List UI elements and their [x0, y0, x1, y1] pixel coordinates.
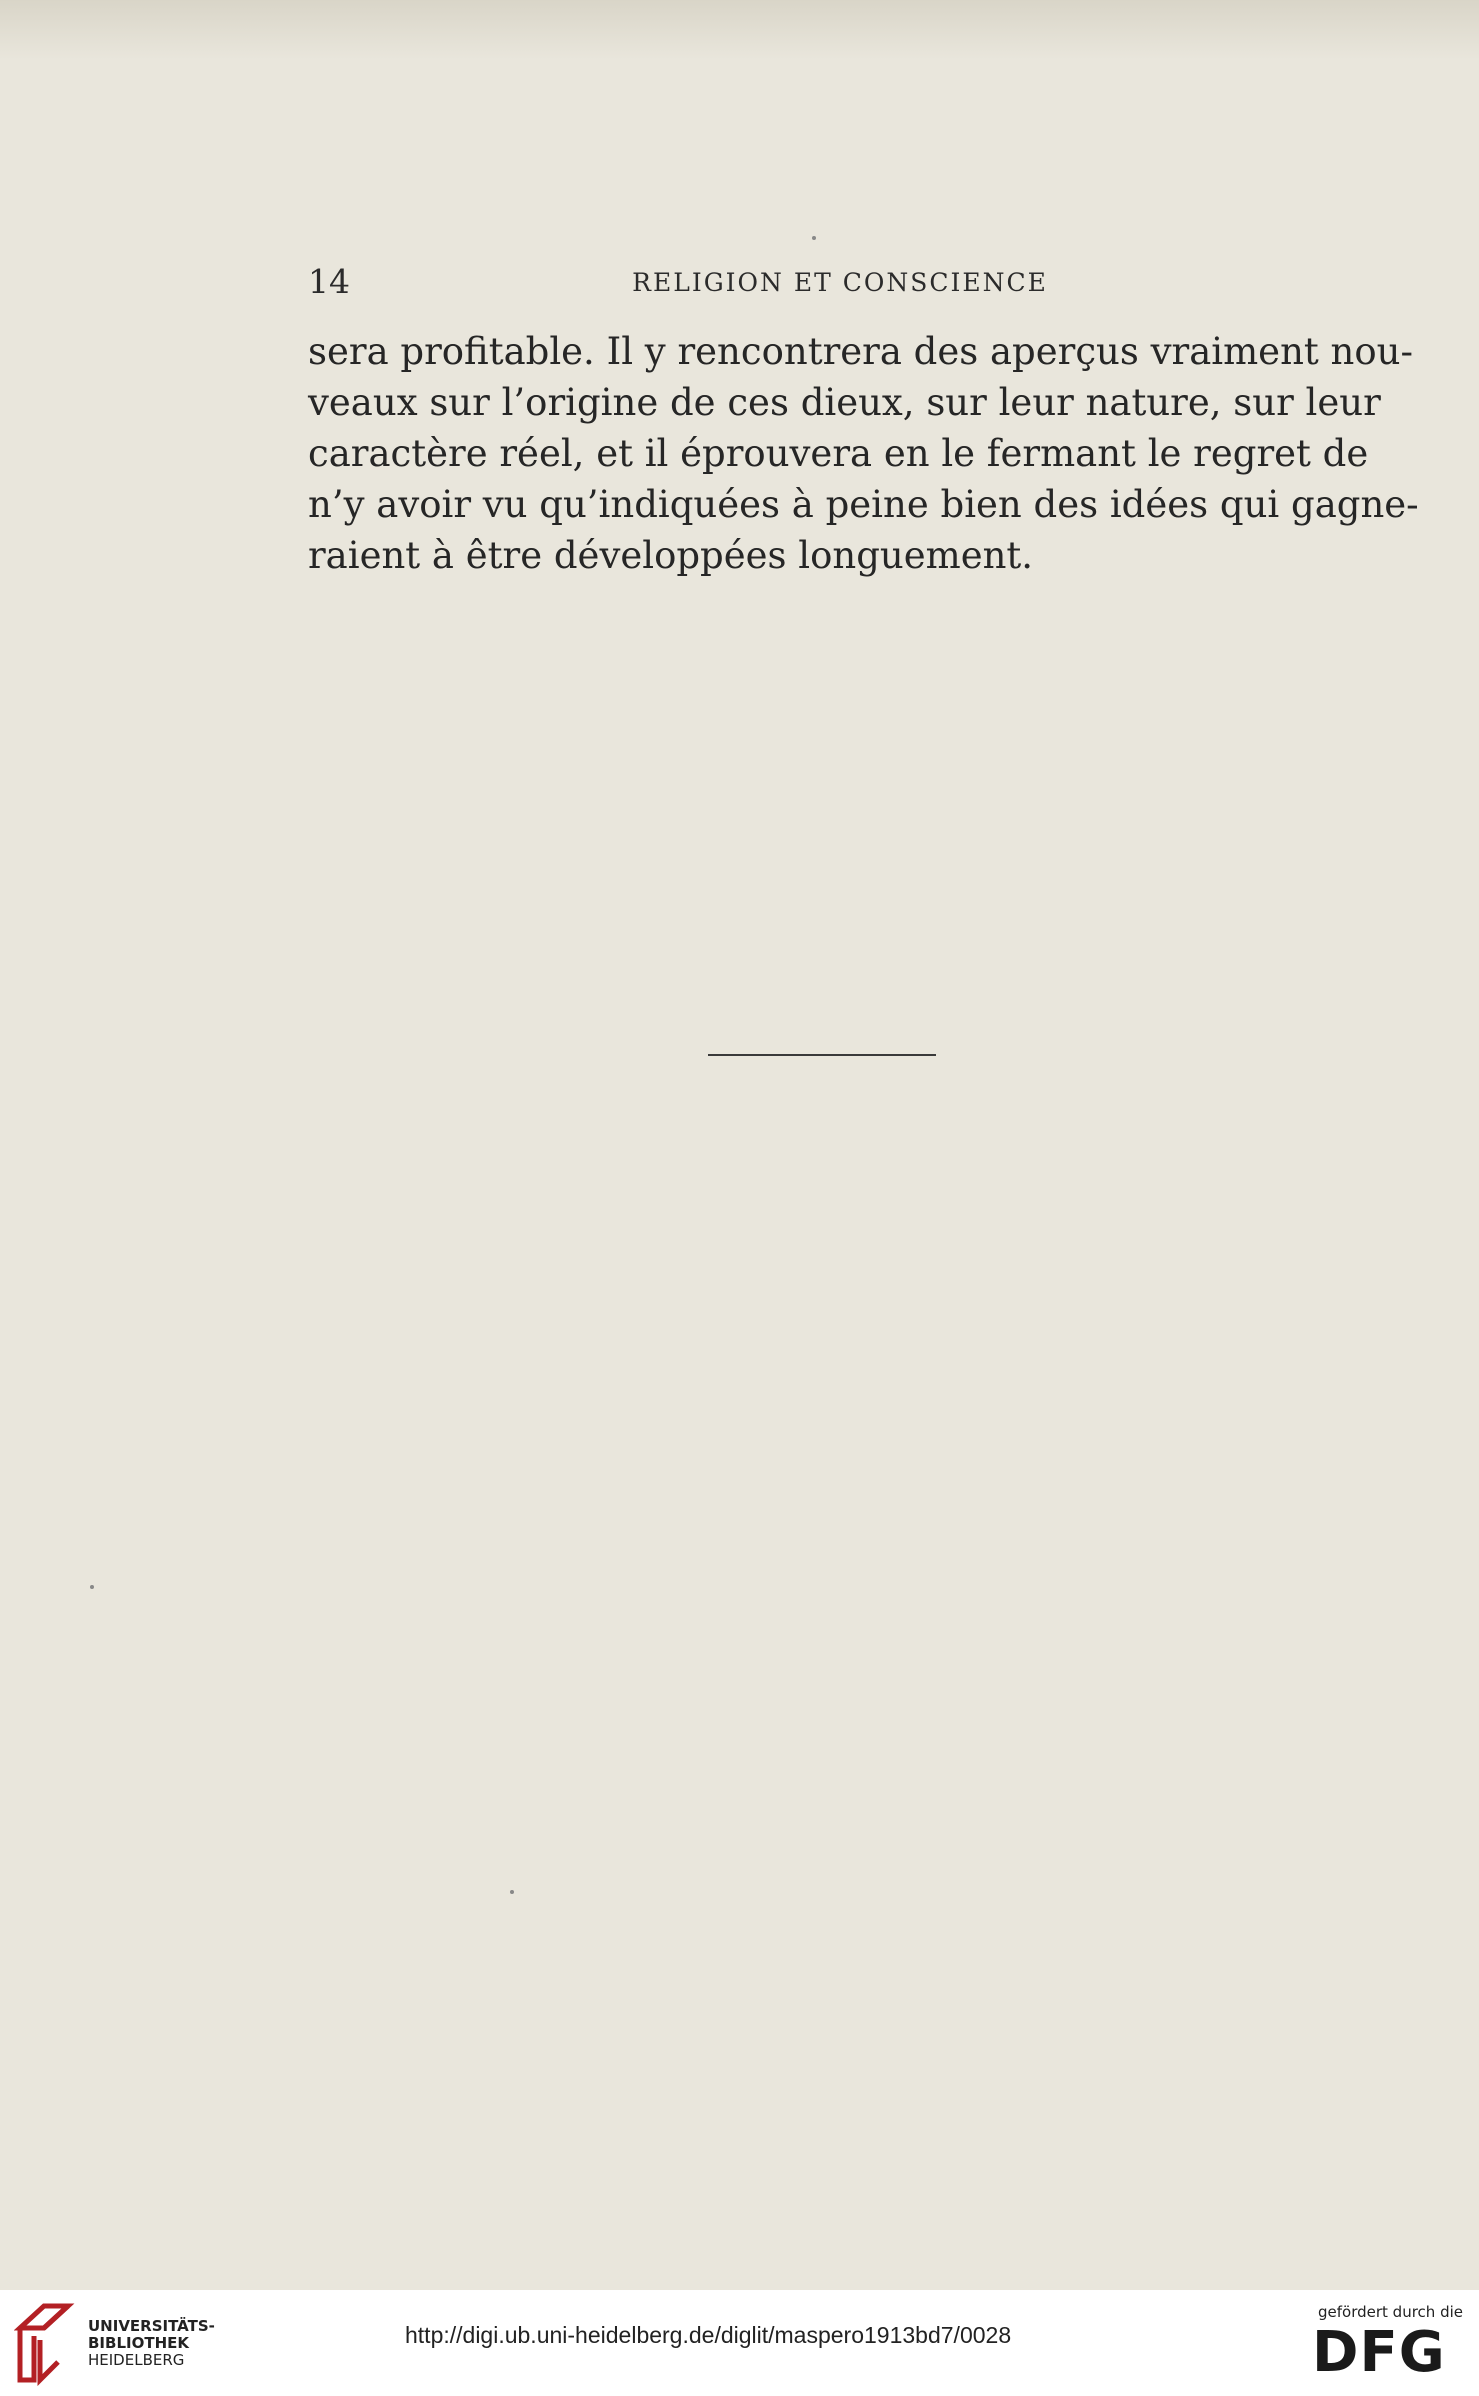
source-url-link[interactable]: http://digi.ub.uni-heidelberg.de/diglit/maspero1913bd7/0028: [405, 2322, 1012, 2348]
dfg-logo: DFG: [1312, 2320, 1446, 2385]
text-line: n’y avoir vu qu’indiquées à peine bien des idées qui gagne-: [308, 483, 1419, 526]
text-line: veaux sur l’origine de ces dieux, sur leur nature, sur leur: [308, 381, 1381, 424]
body-paragraph: [308, 326, 1419, 581]
library-name-line: UNIVERSITÄTS-: [88, 2317, 215, 2335]
running-title: RELIGION ET CONSCIENCE: [632, 268, 1048, 297]
library-name: [88, 2318, 215, 2369]
text-line: caractère réel, et il éprouvera en le fermant le regret de: [308, 432, 1369, 475]
library-name-line: HEIDELBERG: [88, 2351, 185, 2369]
page-number: 14: [308, 262, 350, 301]
text-line: raient à être développées longuement.: [308, 534, 1034, 577]
ub-heidelberg-logo-icon: [14, 2300, 80, 2390]
paper-speck: [510, 1890, 514, 1894]
paper-speck: [812, 236, 816, 240]
section-end-rule: [708, 1054, 936, 1056]
funded-by-label: gefördert durch die: [1318, 2303, 1463, 2321]
paper-speck: [90, 1585, 94, 1589]
text-line: sera profitable. Il y rencontrera des aperçus vraiment nou-: [308, 330, 1413, 373]
library-name-line: BIBLIOTHEK: [88, 2334, 189, 2352]
